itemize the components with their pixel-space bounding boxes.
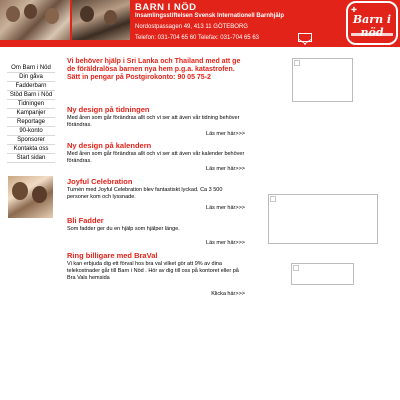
sidebar-item-kontakta-oss[interactable]: Kontakta oss bbox=[7, 145, 55, 154]
read-more-link[interactable]: Läs mer här>>> bbox=[206, 205, 245, 211]
cross-icon: ✚ bbox=[351, 7, 357, 14]
broken-image-icon bbox=[294, 60, 300, 66]
org-subtitle: Insamlingsstiftelsen Svensk Internationell Barnhjälp bbox=[135, 13, 285, 19]
children-photo bbox=[8, 176, 53, 218]
news-text: Turnén med Joyful Celebration blev fantastiskt lyckad. Ca 3 500 personer kom och lyssnade. bbox=[67, 187, 223, 200]
org-name: BARN I NÖD bbox=[135, 2, 197, 13]
news-title: Ring billigare med BraVal bbox=[67, 251, 158, 260]
image-placeholder[interactable] bbox=[292, 58, 353, 102]
news-title: Joyful Celebration bbox=[67, 177, 133, 186]
image-placeholder[interactable] bbox=[291, 263, 354, 285]
image-placeholder[interactable] bbox=[268, 194, 378, 244]
news-item bbox=[67, 251, 245, 301]
header-banner bbox=[0, 0, 400, 47]
sidebar-item-om-barn-i-nod[interactable]: Om Barn i Nöd bbox=[7, 64, 55, 73]
broken-image-icon bbox=[293, 265, 299, 271]
news-item bbox=[67, 177, 245, 215]
read-more-link[interactable]: Läs mer här>>> bbox=[206, 166, 245, 172]
news-text: Med åren som går förändras allt och vi ser att även vår kalender behöver förändras. bbox=[67, 151, 245, 164]
read-more-link[interactable]: Läs mer här>>> bbox=[206, 240, 245, 246]
news-text: Med åren som går förändras allt och vi ser att även vår tidning behöver förändras. bbox=[67, 115, 240, 128]
children-photo bbox=[0, 0, 70, 40]
news-title: Ny design på kalendern bbox=[67, 141, 152, 150]
news-title: Bli Fadder bbox=[67, 216, 104, 225]
sidebar-item-reportage[interactable]: Reportage bbox=[7, 118, 55, 127]
news-item bbox=[67, 105, 245, 139]
sidebar-item-din-gava[interactable]: Din gåva bbox=[7, 73, 55, 82]
news-text: Vi kan erbjuda dig ett förval hos bra val vilket gör att 9% av dina telekostnader går till Barn i Nöd . Hör av dig till oss på kontoret eller på Bra Vals hemsida bbox=[67, 261, 239, 281]
news-title: Ny design på tidningen bbox=[67, 105, 150, 114]
sidebar-item-tidningen[interactable]: Tidningen bbox=[7, 100, 55, 109]
sidebar-item-stod-barn-i-nod[interactable]: Stöd Barn i Nöd bbox=[7, 91, 55, 100]
mail-icon[interactable] bbox=[298, 33, 312, 42]
read-more-link[interactable]: Läs mer här>>> bbox=[206, 131, 245, 137]
sidebar-item-sponsorer[interactable]: Sponsorer bbox=[7, 136, 55, 145]
broken-image-icon bbox=[270, 196, 276, 202]
news-item bbox=[67, 216, 245, 250]
sidebar-item-fadderbarn[interactable]: Fadderbarn bbox=[7, 82, 55, 91]
news-text: Som fadder ger du en hjälp som hjälper länge. bbox=[67, 226, 180, 232]
appeal-headline: Vi behöver hjälp i Sri Lanka och Thailand med att ge de föräldralösa barnen nya hem p.g.a. katastrofen. Sätt in pengar på Postgirokonto: 90 05 75-2 bbox=[67, 58, 241, 81]
org-telephone: Telefon: 031-704 65 60 Telefax: 031-704 65 63 bbox=[135, 35, 259, 41]
logo-underline bbox=[351, 33, 393, 36]
logo[interactable] bbox=[346, 1, 398, 45]
org-address: Nordostpassagen 49, 413 11 GÖTEBORG bbox=[135, 24, 248, 30]
click-here-link[interactable]: Klicka här>>> bbox=[211, 291, 245, 297]
children-photo bbox=[72, 0, 130, 40]
news-item bbox=[67, 141, 245, 175]
sidebar-item-start-sidan[interactable]: Start sidan bbox=[7, 154, 55, 163]
main-content bbox=[67, 58, 247, 82]
sidebar-item-kampanjer[interactable]: Kampanjer bbox=[7, 109, 55, 118]
sidebar-item-90-konto[interactable]: 90-konto bbox=[7, 127, 55, 136]
logo-text: Barn i bbox=[352, 13, 392, 26]
sidebar-nav bbox=[7, 64, 55, 163]
